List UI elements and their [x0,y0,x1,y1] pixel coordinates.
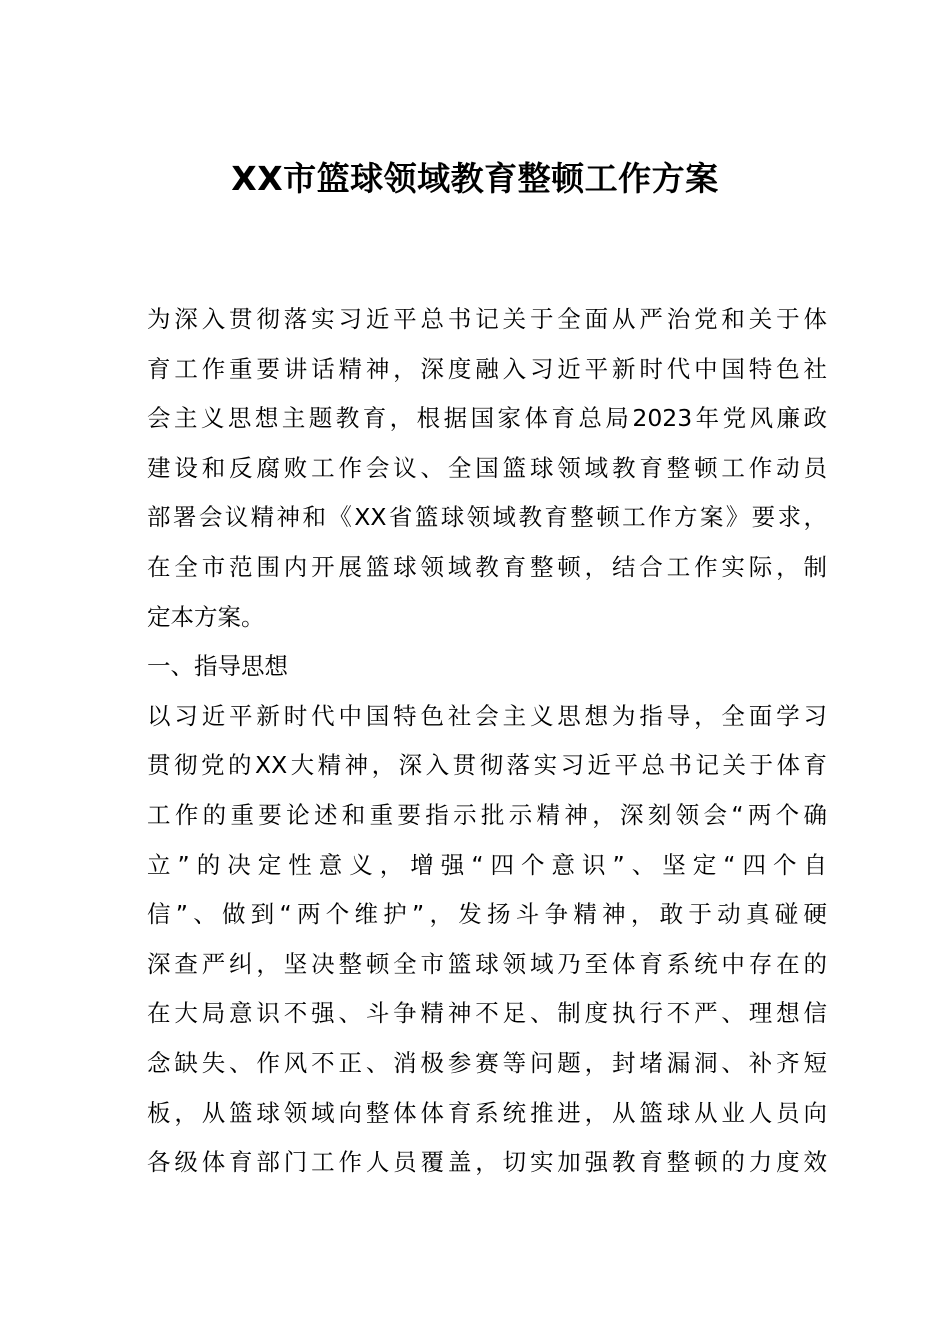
intro-line: 为深入贯彻落实习近平总书记关于全面从严治党和关于体 [147,305,827,333]
intro-line: 会主义思想主题教育，根据国家体育总局2023年党风廉政 [147,404,827,433]
section-line: 念缺失、作风不正、消极参赛等问题，封堵漏洞、补齐短 [147,1048,827,1077]
document-title: XX市篮球领域教育整顿工作方案 [231,159,719,198]
intro-line: 育工作重要讲话精神，深度融入习近平新时代中国特色社 [147,354,827,383]
section-line: 贯彻党的XX大精神，深入贯彻落实习近平总书记关于体育 [147,751,827,780]
section-line: 以习近平新时代中国特色社会主义思想为指导，全面学习 [147,701,827,730]
section-heading: 一、指导思想 [147,652,288,681]
intro-line: 建设和反腐败工作会议、全国篮球领域教育整顿工作动员 [147,453,827,482]
intro-line: 在全市范围内开展篮球领域教育整顿，结合工作实际，制 [147,552,827,581]
intro-line: 定本方案。 [147,602,265,631]
section-line: 工作的重要论述和重要指示批示精神，深刻领会“两个确 [147,800,827,829]
document-body [147,295,827,1188]
section-line: 深查严纠，坚决整顿全市篮球领域乃至体育系统中存在的 [147,949,827,978]
section-line: 各级体育部门工作人员覆盖，切实加强教育整顿的力度效 [147,1148,827,1177]
section-line: 信”、做到“两个维护”，发扬斗争精神，敢于动真碰硬 [147,900,827,929]
section-line: 在大局意识不强、斗争精神不足、制度执行不严、理想信 [147,999,827,1028]
intro-line: 部署会议精神和《XX省篮球领域教育整顿工作方案》要求， [147,503,827,532]
section-line: 立”的决定性意义，增强“四个意识”、坚定“四个自 [147,850,827,879]
section-line: 板，从篮球领域向整体体育系统推进，从篮球从业人员向 [147,1098,827,1127]
